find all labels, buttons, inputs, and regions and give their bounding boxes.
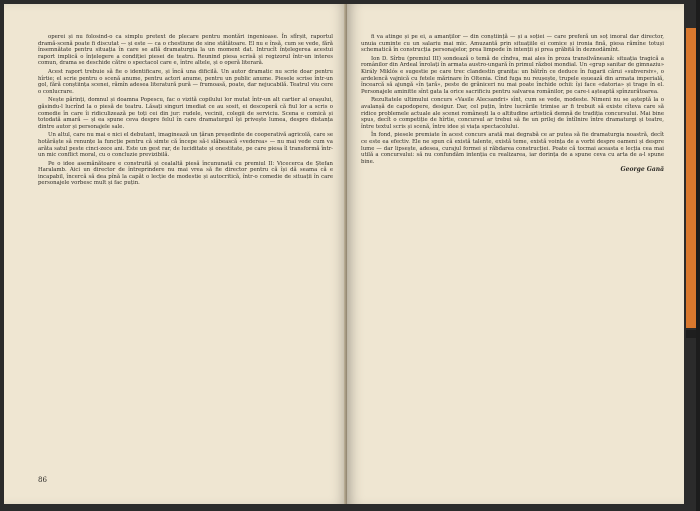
right-page — [347, 4, 684, 504]
author-signature: George Gană — [620, 166, 664, 174]
dark-page-tab — [686, 330, 696, 338]
paragraph: Acest raport trebuie să fie o identificare, și încă una dificilă. Un autor dramatic nu scrie doar pentru hîrtie; el scrie pentru o scenă anume, pentru actori anume, pentru un public anume. Piesele scrise într-un gol, fără conștiința scenei, rămîn adesea literatură pură — frumoasă, poate, dar nejucabilă. Teatrul viu cere o conlucrare. — [38, 68, 333, 95]
right-edge — [696, 0, 700, 511]
paragraph: Un altul, care nu mai e nici el debutant, imaginează un țăran președinte de cooperativă agricolă, care se hotărăște să renunțe la funcție pentru că simte că începe să-i slăbească «vederea» — nu mai vede cum va arăta satul peste cinci-zece ani. Este un gest rar, de luciditate și onestitate, pe care piesa îl transformă într-un mic conflict moral, cu o concluzie previzibilă. — [38, 132, 333, 159]
paragraph: Pe o idee asemănătoare e construită și cealaltă piesă încununată cu premiul II: Vicecerca de Ștefan Haralamb. Aici un director de întreprindere nu mai vrea să fie director pentru că își dă seama că e incapabil, încercă să dea pînă la capăt o lecție de modestie și autocritică, într-o comedie de situații în care personajele vorbesc mult și fac puțin. — [38, 160, 333, 187]
paragraph: fi va atinge și pe ei, a amanților — din conștiință — și a soției — care preferă un soț imoral dar director, unuia cuminte cu un salariu mai mic. Amuzantă prin situațiile ei comice și ironia fină, piesa rămîne totuși schematică în construcția personajelor, prea limpede în intenții și prea grăbită în deznodămînt. — [361, 34, 664, 54]
paragraph: Nește părinți, domnul și doamna Popescu, fac o vizită copilului lor mutat într-un alt cartier al orașului, găsindu-l lucrînd la o piesă de teatru. Lăsați singuri imediat ce au sosit, ei descoperă că fiul lor a scris o comedie în care îi ridiculizează pe toți cei din jur: rudele, vecinii, colegii de serviciu. Scena e comică și totodată amară — și ea spune ceva despre felul în care dramaturgul își privește lumea, despre distanța dintre autor și personajele sale. — [38, 97, 333, 130]
paragraph: Rezultatele ultimului concurs «Vasile Alecsandri» sînt, cum se vede, modeste. Nimeni nu se așteptă la o avalanșă de capodopere, desigur. Dar, cel puțin, între lucrările trimise ar fi trebuit să existe cîteva care să ridice problemele actuale ale scenei românești la o altitudine artistică demnă de tradiția concursului. Mai bine spus, decît o competiție de hîrtie, concursul ar trebui să fie un prilej de întîlnire între dramaturgi și teatre, între textul scris și scenă, între idee și viața spectacolului. — [361, 97, 664, 130]
paragraph: operei și nu folosind-o ca simplu pretext de plecare pentru montări ingenioase. În sfîrșit, raportul dramă-scenă poate fi discutat — și este — ca o chestiune de sine stătătoare. El nu e însă, cum se vede, fără însemnătate pentru situația în care se află dramaturgia la un moment dat. Intrucît înțelegerea acestui raport implică o înțelegere a condiției piesei de teatru. Reunind piesa scrisă și regizorul într-un interes comun, drama se deschide către o spectacol care e, între altele, și o operă literară. — [38, 34, 333, 67]
paragraph: În fond, piesele premiate în acest concurs arată mai degrabă ce ar putea să fie dramaturgia noastră, decît ce este ea efectiv. Ele ne spun că există talente, există teme, există voința de a vorbi despre oameni și despre lume — dar lipsește, adesea, curajul formei și răbdarea construcției. Poate că tocmai aceasta e lecția cea mai utilă a concursului: să nu confundăm intenția cu realizarea, iar dorința de a spune ceva cu arta de a-l spune bine. — [361, 132, 664, 165]
page-number: 86 — [38, 476, 47, 484]
orange-page-tab — [686, 28, 696, 328]
left-page — [4, 4, 347, 504]
right-page-text — [361, 34, 664, 174]
paragraph: Ion D. Sîrbu (premiul III) sondează o temă de cîndva, mai ales în proza transilvăneană: situația tragică a românilor din Ardeal înrolați în armata austro-ungară în primul război mondial. Un «grup sanitar de gimnaziu» Király Miklós e sugestie pe care trec clandestin granița: un bătrîn ce deduce în fugarii cărui «subversiv», o ardelencă vajnică cu fetele mărinare în Oltenia. Cînd fuga nu reușește, trupele eșuează din armata imperială, încearcă să ajungă «în țară», peste de grăniceri nu mai poate închide ochii: își face «datoria» și trage în el. Personajele aminitte sînt gata la orice sacrificiu pentru salvarea românilor, pe care-i așteaptă spînzurătoarea. — [361, 55, 664, 95]
left-page-text — [38, 34, 333, 187]
